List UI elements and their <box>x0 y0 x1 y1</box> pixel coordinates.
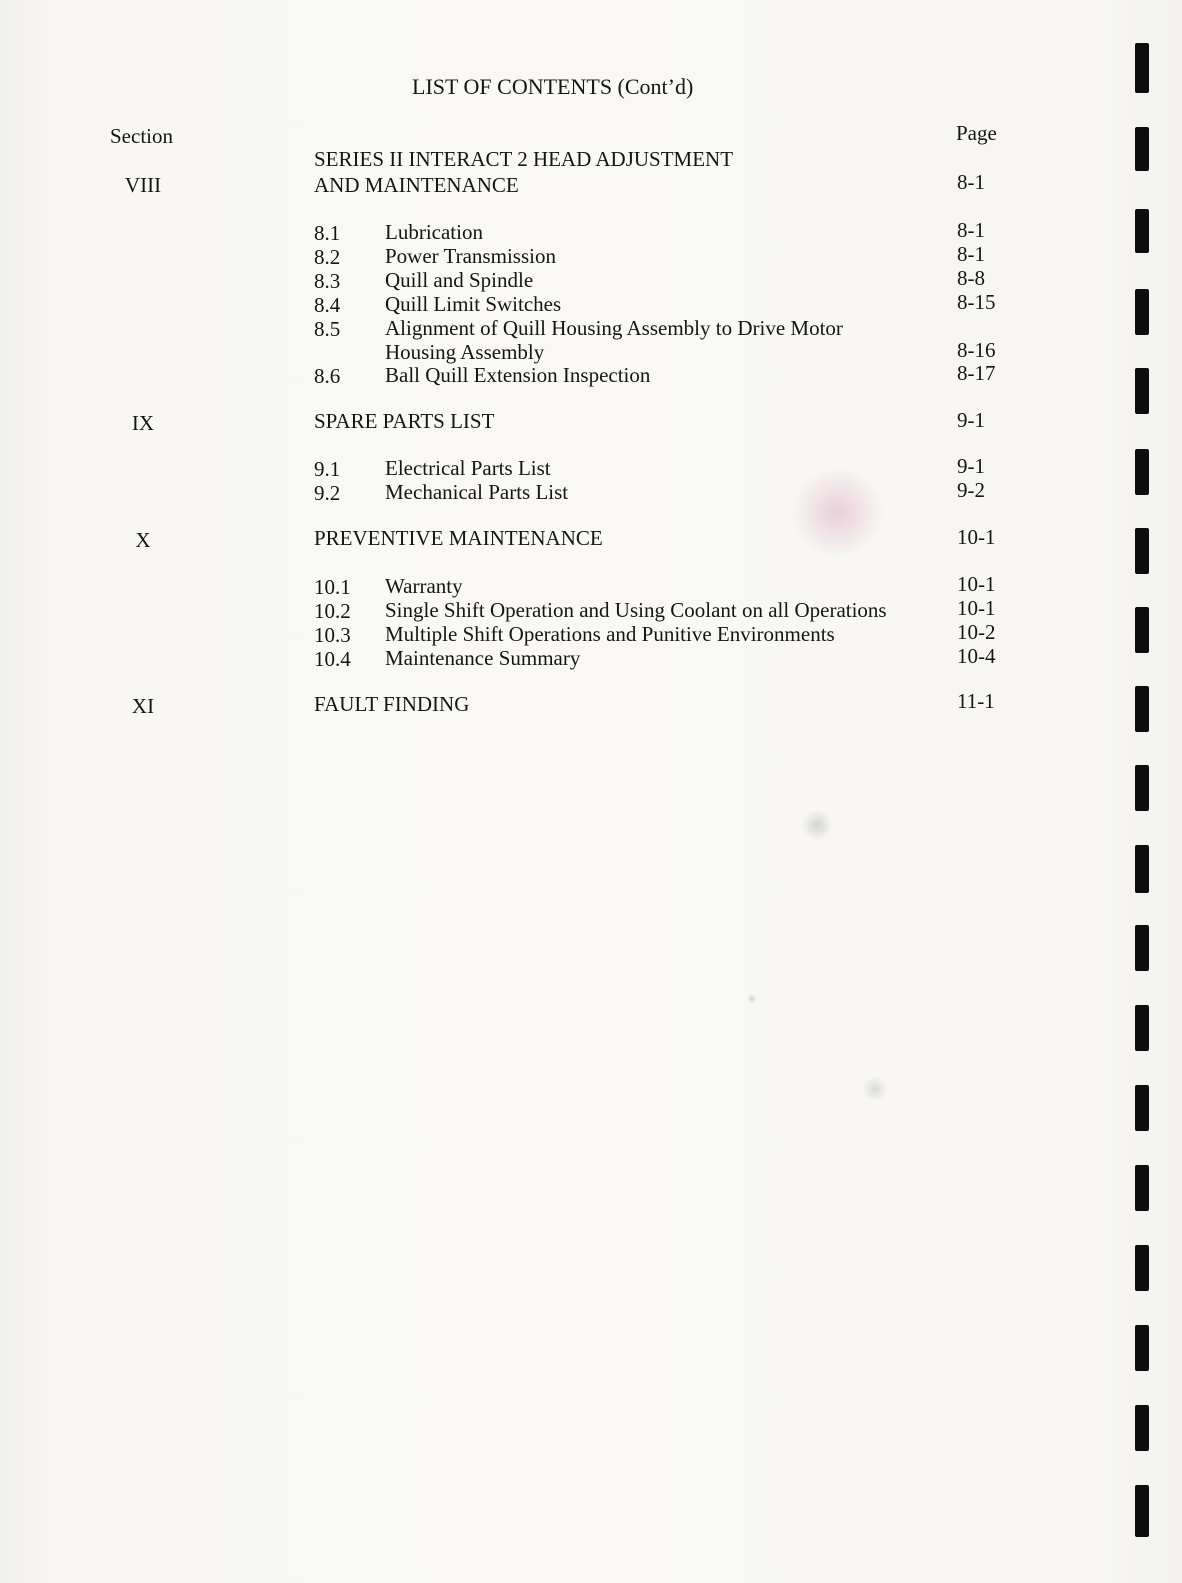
section-title-line: SPARE PARTS LIST <box>314 409 495 433</box>
section-number: XI <box>131 694 155 718</box>
subsection-page: 8-8 <box>957 266 985 290</box>
binding-hole <box>1135 607 1149 653</box>
subsection-number: 10.2 <box>314 599 351 623</box>
binding-hole <box>1135 1085 1149 1131</box>
binding-hole <box>1135 1485 1149 1537</box>
page-title: LIST OF CONTENTS (Cont’d) <box>412 74 694 99</box>
binding-hole <box>1135 765 1149 811</box>
subsection-number: 10.4 <box>314 647 351 671</box>
binding-hole <box>1135 1165 1149 1211</box>
binding-hole <box>1135 43 1149 93</box>
subsection-number: 8.1 <box>314 221 341 245</box>
binding-hole <box>1135 1005 1149 1051</box>
section-page: 9-1 <box>957 408 985 432</box>
binding-hole <box>1135 449 1149 495</box>
section-title-line: SERIES II INTERACT 2 HEAD ADJUSTMENT <box>314 147 734 171</box>
subsection-title: Lubrication <box>385 220 483 244</box>
section-number: VIII <box>124 173 162 197</box>
subsection-page: 8-1 <box>957 218 985 242</box>
subsection-title-line: Alignment of Quill Housing Assembly to Drive Motor <box>385 316 843 340</box>
subsection-page: 10-1 <box>957 572 996 596</box>
subsection-page: 8-16 <box>957 338 996 362</box>
subsection-title: Multiple Shift Operations and Punitive Environments <box>385 622 835 646</box>
section-title <box>314 146 733 198</box>
section-title-line: AND MAINTENANCE <box>314 173 519 197</box>
section-number: X <box>135 528 151 552</box>
subsection-title: Maintenance Summary <box>385 646 581 670</box>
section-title <box>314 691 469 717</box>
subsection-page: 8-15 <box>957 290 996 314</box>
section-title <box>314 408 494 434</box>
binding-hole <box>1135 686 1149 732</box>
subsection-number: 9.1 <box>314 457 341 481</box>
binding-hole <box>1135 368 1149 414</box>
section-number: IX <box>131 411 155 435</box>
subsection-title: Quill and Spindle <box>385 268 534 292</box>
subsection-number: 10.1 <box>314 575 351 599</box>
subsection-number: 8.4 <box>314 293 341 317</box>
dust-speck <box>747 994 757 1004</box>
subsection-number: 8.5 <box>314 317 341 341</box>
binding-hole <box>1135 209 1149 253</box>
subsection-page: 10-1 <box>957 596 996 620</box>
subsection-title-line: Housing Assembly <box>385 340 545 364</box>
subsection-number: 8.3 <box>314 269 341 293</box>
subsection-number: 8.6 <box>314 364 341 388</box>
subsection-title: Mechanical Parts List <box>385 480 569 504</box>
binding-hole <box>1135 845 1149 893</box>
section-title <box>314 525 603 551</box>
subsection-page: 9-1 <box>957 454 985 478</box>
subsection-number: 8.2 <box>314 245 341 269</box>
subsection-title: Single Shift Operation and Using Coolant on all Operations <box>385 598 887 622</box>
section-title-line: FAULT FINDING <box>314 692 470 716</box>
subsection-title: Power Transmission <box>385 244 556 268</box>
subsection-title: Ball Quill Extension Inspection <box>385 363 651 387</box>
binding-hole <box>1135 289 1149 335</box>
dust-speck <box>862 1076 888 1102</box>
page-column-header: Page <box>956 121 997 145</box>
subsection-number: 9.2 <box>314 481 341 505</box>
subsection-title <box>385 316 843 364</box>
section-page: 11-1 <box>957 689 995 713</box>
section-page: 8-1 <box>957 170 985 194</box>
subsection-page: 8-17 <box>957 361 996 385</box>
binding-hole <box>1135 1245 1149 1291</box>
ink-stain <box>790 470 885 555</box>
subsection-page: 9-2 <box>957 478 985 502</box>
section-page: 10-1 <box>957 525 996 549</box>
binding-hole <box>1135 1325 1149 1371</box>
binding-hole <box>1135 1405 1149 1451</box>
subsection-page: 8-1 <box>957 242 985 266</box>
subsection-title: Quill Limit Switches <box>385 292 562 316</box>
subsection-title: Warranty <box>385 574 463 598</box>
binding-hole <box>1135 925 1149 971</box>
subsection-number: 10.3 <box>314 623 351 647</box>
subsection-page: 10-2 <box>957 620 996 644</box>
dust-speck <box>800 810 834 840</box>
binding-hole <box>1135 127 1149 171</box>
section-column-header: Section <box>110 124 173 148</box>
binding-hole <box>1135 528 1149 574</box>
subsection-title: Electrical Parts List <box>385 456 551 480</box>
subsection-page: 10-4 <box>957 644 996 668</box>
section-title-line: PREVENTIVE MAINTENANCE <box>314 526 603 550</box>
